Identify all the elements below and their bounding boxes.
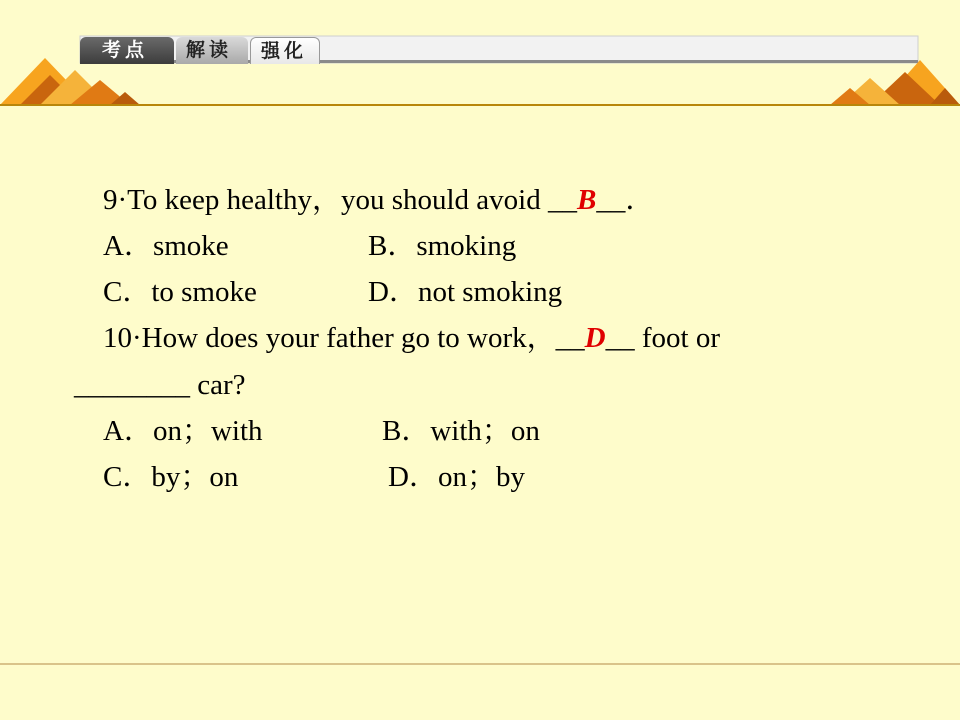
q10-option-c: C．by；on	[103, 461, 239, 493]
q9-option-d: D．not smoking	[368, 276, 563, 308]
tab-jiedu[interactable]: 解读	[176, 37, 248, 64]
q10-option-a: A．on；with	[103, 415, 263, 447]
q9-option-a: A．smoke	[103, 230, 229, 262]
tab-qianghua[interactable]: 强化	[250, 37, 320, 64]
q10-stem-post: __ foot or	[605, 322, 720, 354]
q10-stem-pre: How does your father go to work，__	[141, 322, 585, 354]
q9-option-b: B．smoking	[368, 230, 517, 262]
q10-stem	[103, 321, 720, 355]
q9-number: 9	[103, 184, 118, 216]
q10-option-d: D．on；by	[388, 461, 525, 493]
q10-answer: D	[584, 322, 606, 354]
q9-stem-pre: To keep healthy，you should avoid __	[127, 184, 577, 216]
tab-kaodian[interactable]: 考点	[80, 37, 174, 64]
bottom-divider	[0, 663, 960, 665]
q9-stem-post: __．	[596, 184, 655, 216]
q10-number: 10	[103, 322, 132, 354]
q9-stem	[103, 183, 654, 217]
q10-option-b: B．with；on	[382, 415, 540, 447]
q9-option-c: C．to smoke	[103, 276, 257, 308]
q9-dot: ·	[117, 184, 128, 216]
q9-answer: B	[576, 184, 597, 216]
q10-dot: ·	[132, 322, 142, 354]
q10-stem-line2: ________ car?	[74, 369, 246, 401]
